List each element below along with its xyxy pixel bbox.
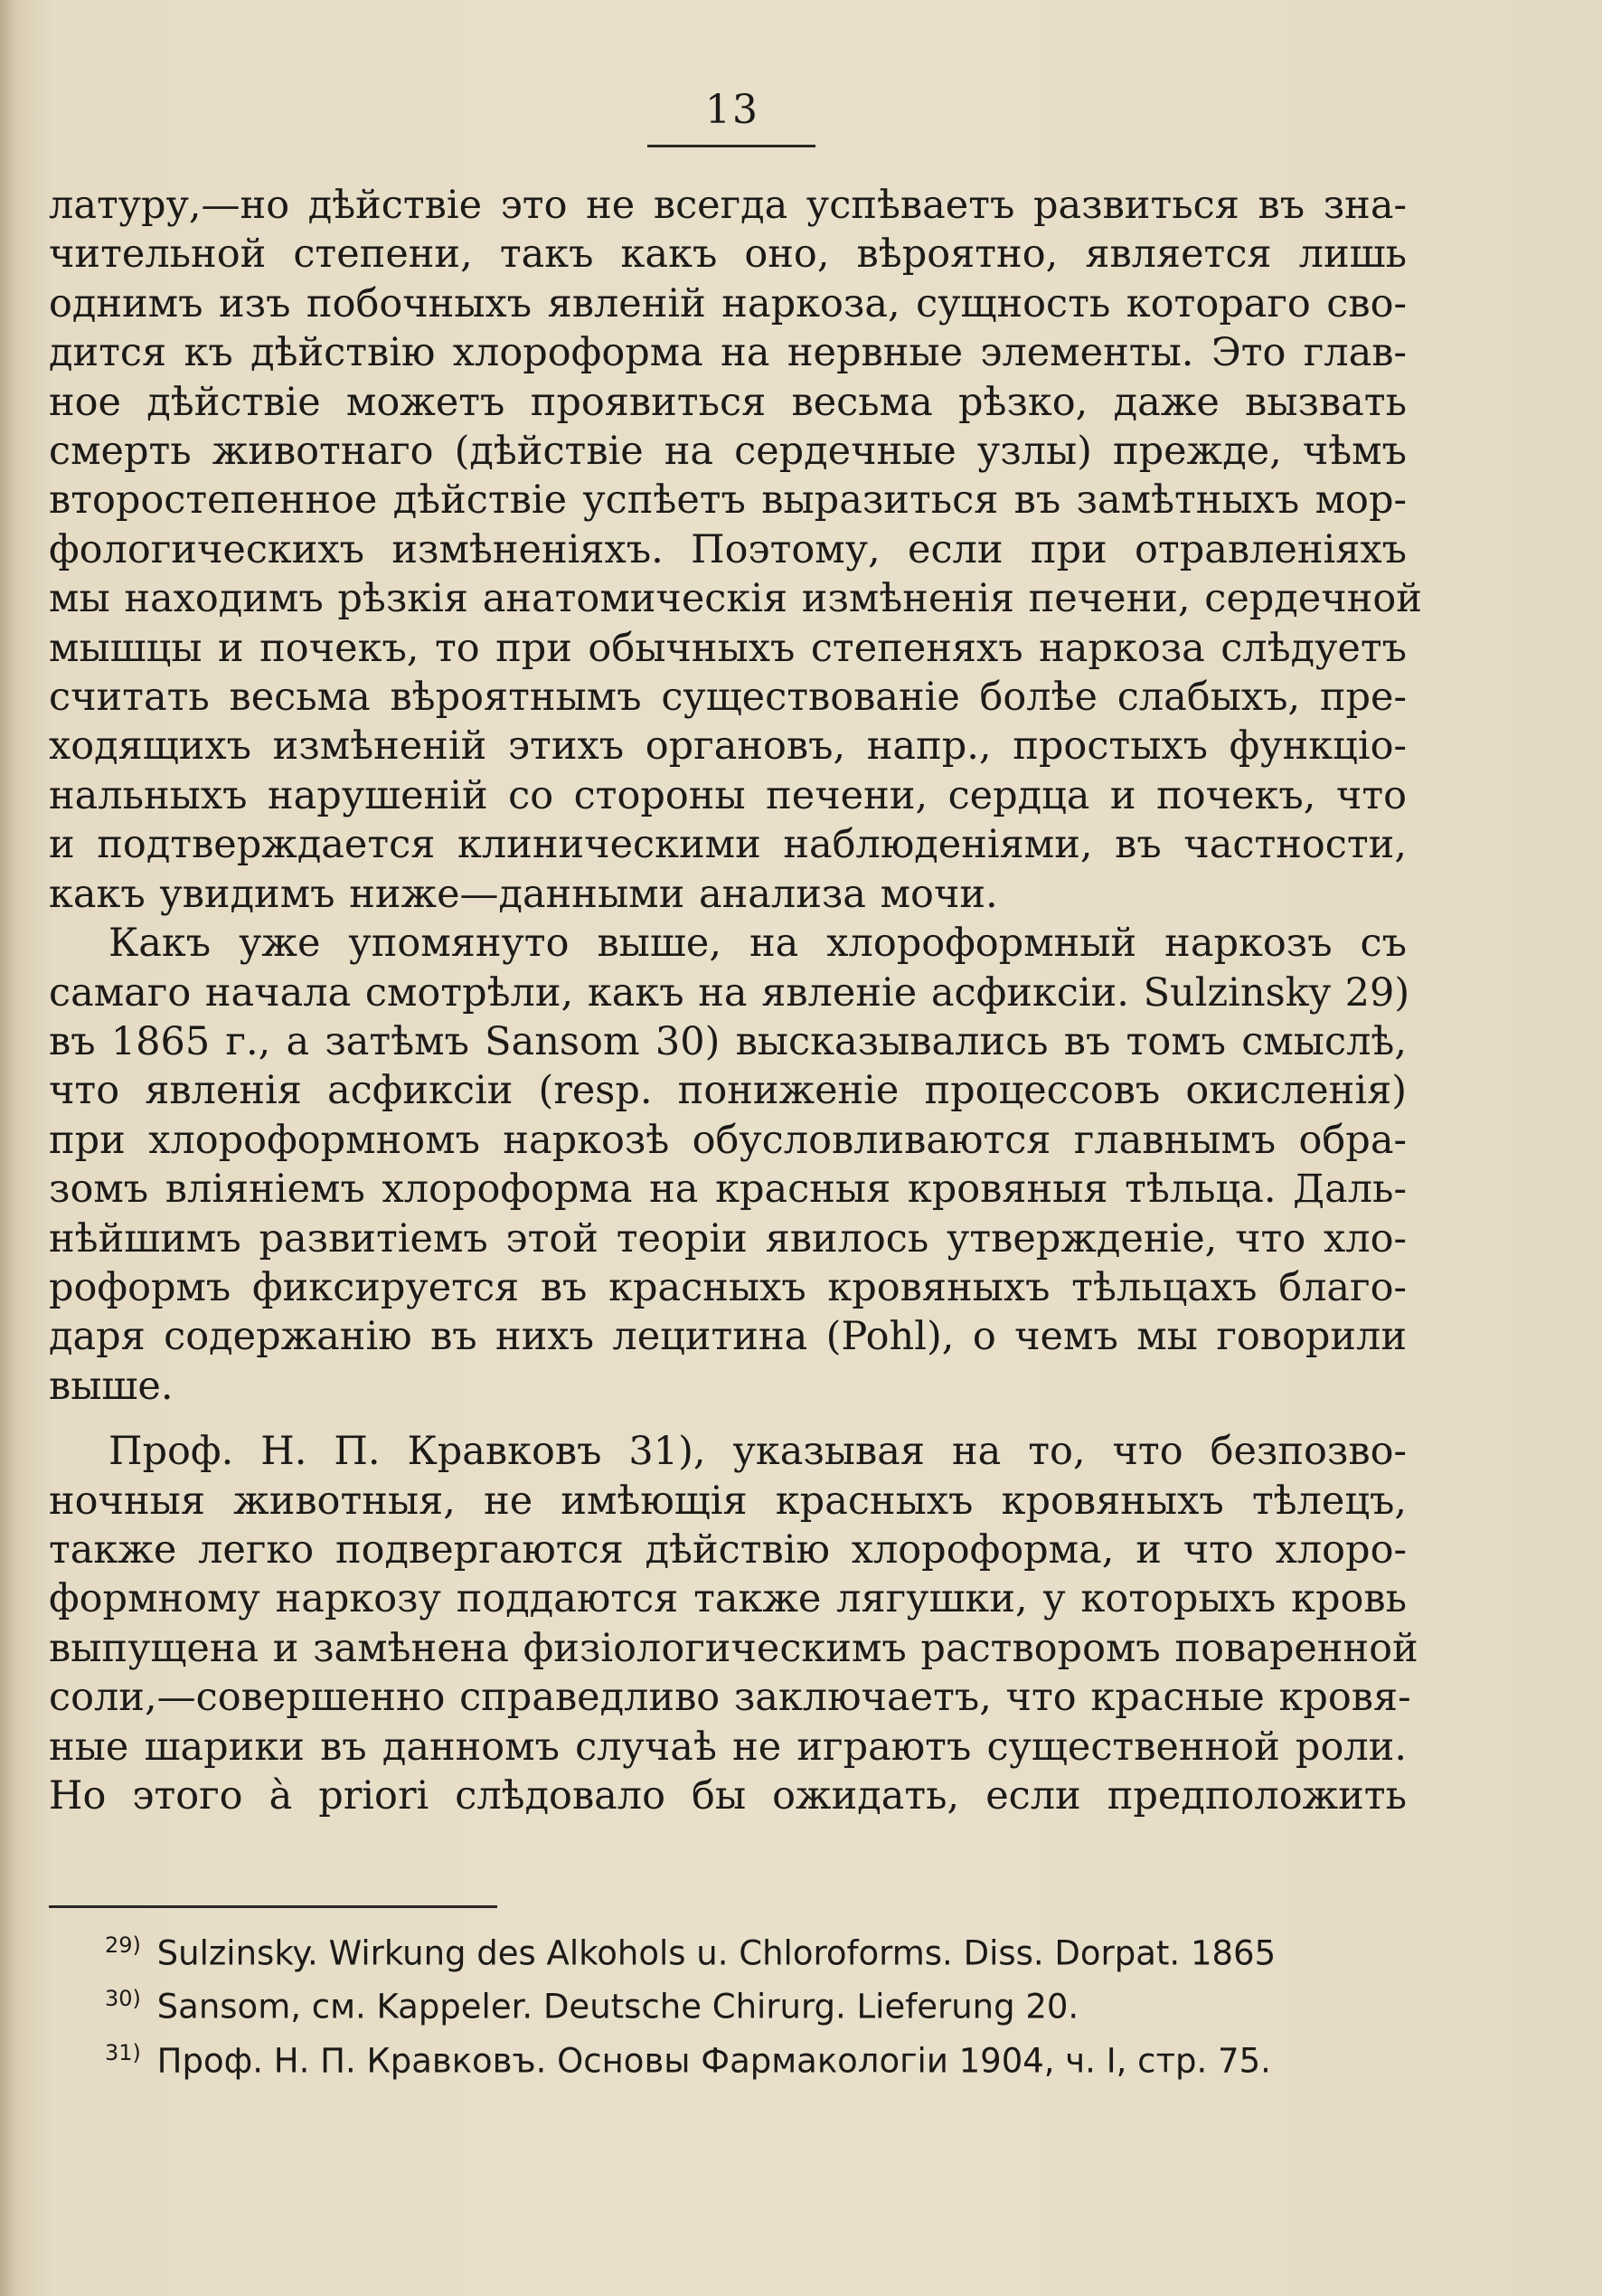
text-line: фологическихъ измѣненіяхъ. Поэтому, если при отравленіяхъ — [49, 526, 1407, 572]
footnote-text: Sansom, см. Kappeler. Deutsche Chirurg. Lieferung 20. — [156, 1987, 1079, 2027]
text-line: даря содержанію въ нихъ лецитина (Pohl), о чемъ мы говорили — [49, 1314, 1407, 1360]
text-line: соли,—совершенно справедливо заключаетъ, что красные кровя- — [49, 1675, 1411, 1721]
paragraph-3 — [49, 1427, 1418, 1820]
paragraph-1 — [49, 181, 1422, 919]
paragraph-gap — [49, 1411, 1407, 1427]
text-line: считать весьма вѣроятнымъ существованіе болѣе слабыхъ, пре- — [49, 675, 1407, 721]
footnote-mark: 30) — [105, 1986, 141, 2012]
text-line: зомъ вліяніемъ хлороформа на красныя кровяныя тѣльца. Даль- — [49, 1167, 1407, 1213]
footnote-text: Sulzinsky. Wirkung des Alkohols u. Chloroforms. Diss. Dorpat. 1865 — [156, 1933, 1277, 1973]
text-line: Какъ уже упомянуто выше, на хлороформный наркозъ съ — [108, 921, 1407, 967]
text-line: чительной степени, такъ какъ оно, вѣроятно, является лишь — [49, 231, 1407, 278]
footnote-text: Проф. Н. П. Кравковъ. Основы Фармакологіи 1904, ч. I, стр. 75. — [156, 2040, 1271, 2080]
text-line: самаго начала смотрѣли, какъ на явленіе асфиксіи. Sulzinsky 29) — [49, 969, 1410, 1016]
text-line: также легко подвергаются дѣйствію хлороформа, и что хлоро- — [49, 1526, 1407, 1573]
text-line: второстепенное дѣйствіе успѣетъ выразиться въ замѣтныхъ мор- — [49, 477, 1407, 524]
text-line: выпущена и замѣнена физіологическимъ растворомъ поваренной — [49, 1625, 1418, 1671]
text-line: ное дѣйствіе можетъ проявиться весьма рѣзко, даже вызвать — [49, 379, 1407, 425]
text-line: нальныхъ нарушеній со стороны печени, сердца и почекъ, что — [49, 772, 1407, 818]
text-line: ходящихъ измѣненій этихъ органовъ, напр., простыхъ функціо- — [49, 723, 1407, 770]
text-line: ночныя животныя, не имѣющія красныхъ кровяныхъ тѣлецъ, — [49, 1478, 1407, 1524]
body-text — [49, 181, 1422, 1820]
page-number: 13 — [705, 87, 759, 133]
text-line: ные шарики въ данномъ случаѣ не играютъ существенной роли. — [49, 1724, 1407, 1770]
text-line: латуру,—но дѣйствіе это не всегда успѣваетъ развиться въ зна- — [49, 183, 1407, 228]
page-number-rule — [647, 145, 815, 147]
footnote-rule — [49, 1905, 497, 1908]
text-line: въ 1865 г., а затѣмъ Sansom 30) высказывались въ томъ смыслѣ, — [49, 1018, 1407, 1064]
text-line: смерть животнаго (дѣйствіе на сердечные узлы) прежде, чѣмъ — [49, 429, 1407, 475]
footnote-mark: 31) — [105, 2039, 141, 2065]
text-line: какъ увидимъ ниже—данными анализа мочи. — [49, 871, 998, 917]
text-line: дится къ дѣйствію хлороформа на нервные элементы. Это глав- — [49, 330, 1407, 376]
text-line: при хлороформномъ наркозѣ обусловливаются главнымъ обра- — [49, 1117, 1407, 1163]
text-line: роформъ фиксируется въ красныхъ кровяныхъ тѣльцахъ благо- — [49, 1264, 1407, 1310]
text-line: выше. — [49, 1363, 174, 1409]
footnotes — [105, 1923, 1416, 2083]
paragraph-2 — [49, 919, 1410, 1411]
text-line: мы находимъ рѣзкія анатомическія измѣненія печени, сердечной — [49, 576, 1422, 622]
text-line: Но этого à priori слѣдовало бы ожидать, если предположить — [49, 1773, 1407, 1819]
footnote-mark: 29) — [105, 1932, 141, 1958]
footnote-30 — [105, 1976, 1416, 2029]
text-line: нѣйшимъ развитіемъ этой теоріи явилось утвержденіе, что хло- — [49, 1215, 1407, 1261]
text-line: и подтверждается клиническими наблюденіями, въ частности, — [49, 822, 1407, 868]
footnote-29 — [105, 1923, 1416, 1976]
text-line: мышцы и почекъ, то при обычныхъ степеняхъ наркоза слѣдуетъ — [49, 625, 1407, 671]
text-line: формному наркозу поддаются также лягушки, у которыхъ кровь — [49, 1576, 1407, 1622]
text-line: что явленія асфиксіи (resp. пониженіе процессовъ окисленія) — [49, 1068, 1407, 1114]
footnote-31 — [105, 2030, 1416, 2083]
text-line: Проф. Н. П. Кравковъ 31), указывая на то, что безпозво- — [108, 1429, 1407, 1475]
text-line: однимъ изъ побочныхъ явленій наркоза, сущность котораго сво- — [49, 280, 1407, 326]
